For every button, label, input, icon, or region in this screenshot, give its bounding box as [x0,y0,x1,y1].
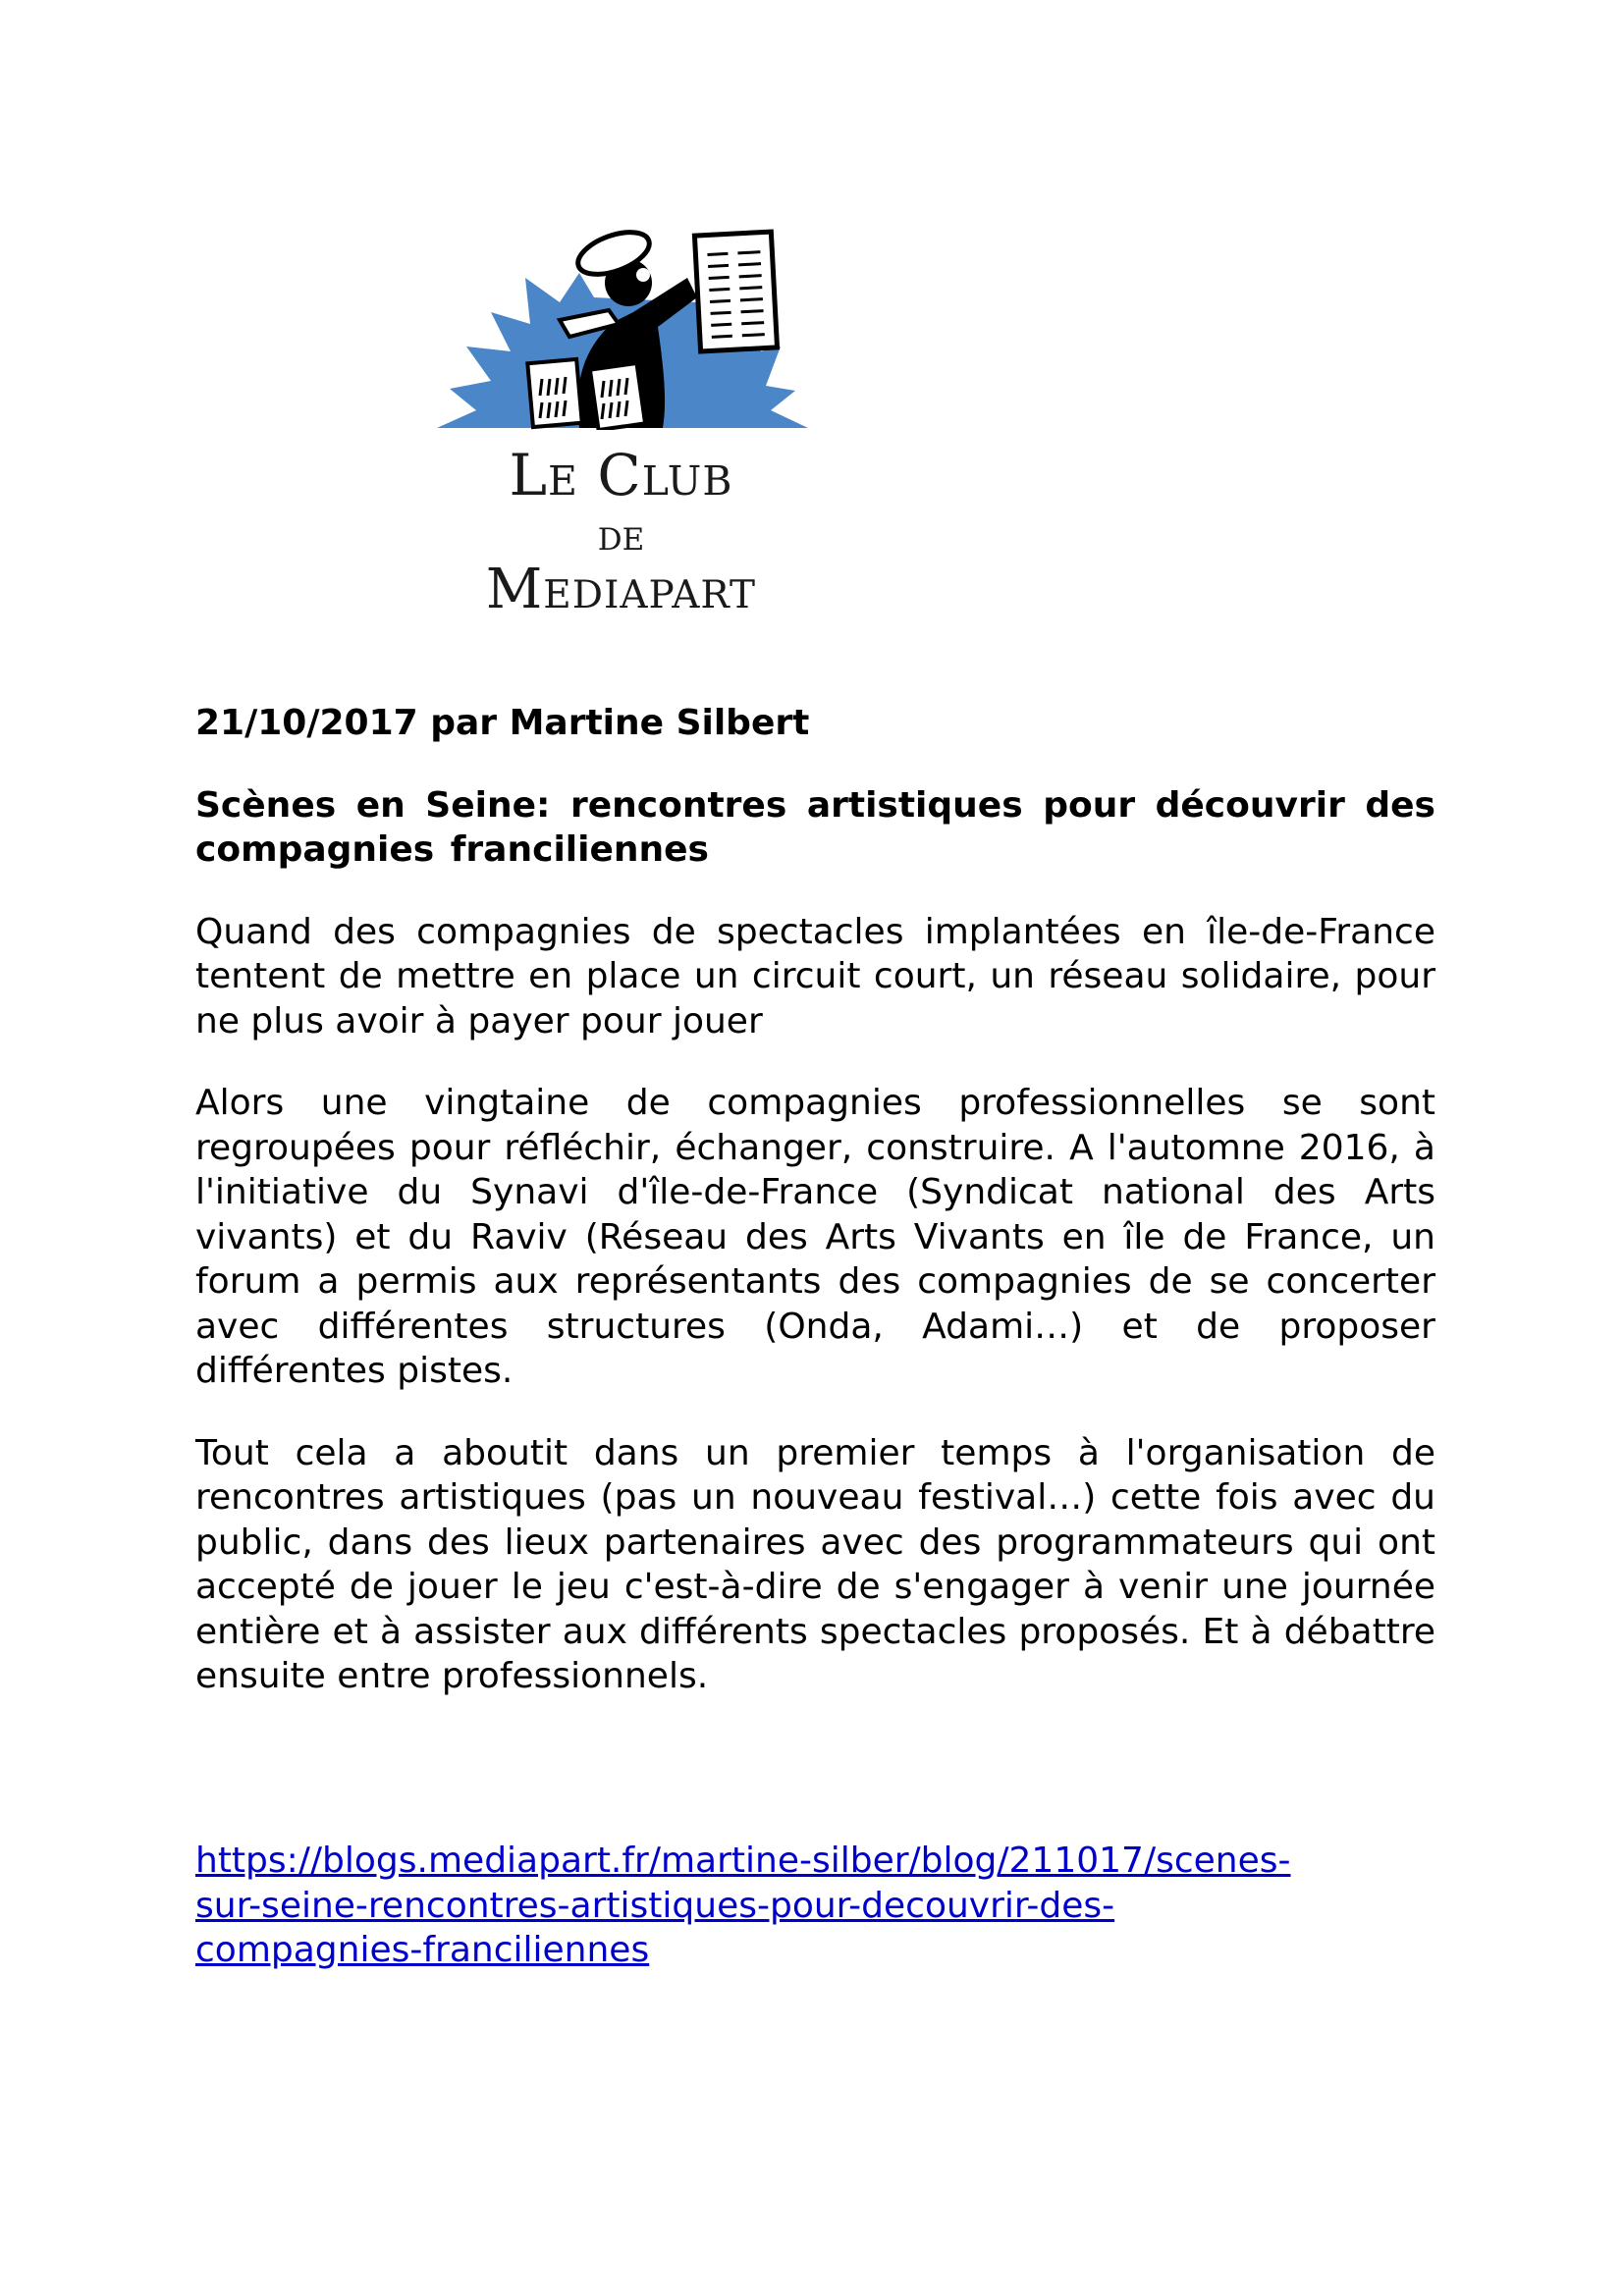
article-paragraph: Alors une vingtaine de compagnies professionnelles se sont regroupées pour réfléchir, échanger, construire. A l'automne 2016, à l'initiative du Synavi d'île-de-France (Syndicat national des Arts vivants) et du Raviv (Réseau des Arts Vivants en île de France, un forum a permis aux représentants des compagnies de se concerter avec différentes structures (Onda, Adami…) et de proposer différentes pistes. [195,1083,1435,1391]
newspaper-crier-icon [432,214,810,430]
article-body [195,701,1435,1736]
source-link-line[interactable]: sur-seine-rencontres-artistiques-pour-decouvrir-des- [195,1885,1115,1926]
club-mediapart-logo [432,214,810,621]
article-title: Scènes en Seine: rencontres artistiques pour découvrir des compagnies franciliennes [195,784,1435,870]
article-byline: 21/10/2017 par Martine Silbert [195,703,810,743]
source-link-line[interactable]: compagnies-franciliennes [195,1930,650,1970]
article-paragraph: Quand des compagnies de spectacles implantées en île-de-France tentent de mettre en place un circuit court, un réseau solidaire, pour ne plus avoir à payer pour jouer [195,911,1435,1041]
logo-line-de: de [597,510,645,561]
article-paragraph: Tout cela a aboutit dans un premier temps à l'organisation de rencontres artistiques (pas un nouveau festival…) cette fois avec du public, dans des lieux partenaires avec des programmateurs qui ont accepté de jouer le jeu c'est-à-dire de s'engager à venir une journée entière et à assister aux différents spectacles proposés. Et à débattre ensuite entre professionnels. [195,1432,1435,1696]
logo-line-mediapart: Mediapart [485,558,757,621]
source-link-line[interactable]: https://blogs.mediapart.fr/martine-silber/blog/211017/scenes- [195,1841,1291,1881]
logo-line-le-club: Le Club [509,442,733,508]
source-link[interactable] [195,1839,1435,1973]
